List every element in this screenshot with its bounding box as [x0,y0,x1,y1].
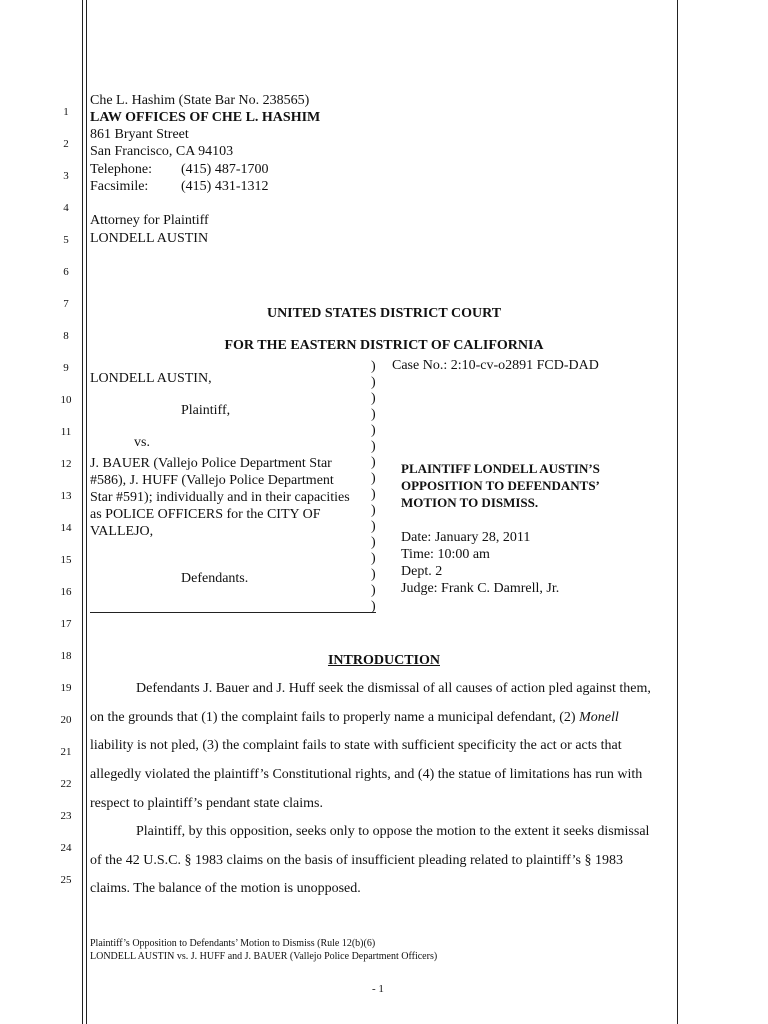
line-number: 19 [60,682,72,694]
paragraph-1-italic-term: Monell [579,709,619,725]
court-name: UNITED STATES DISTRICT COURT [266,306,502,321]
page-number: - 1 [372,983,384,995]
defendants-line: as POLICE OFFICERS for the CITY OF [90,507,321,522]
paragraph-1 [90,675,662,819]
line-number: 17 [60,618,72,630]
document-title-line: MOTION TO DISMISS. [401,495,539,510]
telephone-number: (415) 487-1700 [181,162,269,177]
line-number: 18 [60,650,72,662]
caption-paren: ) [371,535,376,550]
caption-paren: ) [371,455,376,470]
defendants-line: VALLEJO, [90,524,154,539]
line-number: 5 [63,234,69,246]
plaintiff-role: Plaintiff, [181,403,231,418]
caption-paren: ) [371,407,376,422]
line-number: 8 [63,330,69,342]
hearing-judge: Judge: Frank C. Damrell, Jr. [401,581,560,596]
paragraph-2: Plaintiff, by this opposition, seeks only to oppose the motion to the extent it seeks dismissal of the 42 U.S.C. § 1983 claims on the basis of insufficient pleading related to plaintiff’s § 1983 claims. The balance of the motion is unopposed. [90,824,650,897]
section-heading: INTRODUCTION [327,653,440,668]
street-address: 861 Bryant Street [90,127,189,142]
hearing-time: Time: 10:00 am [401,547,490,562]
document-title-line: OPPOSITION TO DEFENDANTS’ [401,478,600,493]
attorney-for-label: Attorney for Plaintiff [90,213,209,228]
line-number: 2 [63,138,69,150]
line-number: 13 [60,490,72,502]
document-title-line: PLAINTIFF LONDELL AUSTIN’S [401,461,600,476]
line-number: 6 [63,266,69,278]
line-number: 16 [60,586,72,598]
line-number: 4 [63,202,69,214]
line-number: 7 [63,298,69,310]
left-margin-rule-inner [86,0,87,1024]
caption-paren: ) [371,359,376,374]
defendants-role: Defendants. [181,571,249,586]
caption-paren: ) [371,503,376,518]
attorney-name-line: Che L. Hashim (State Bar No. 238565) [90,93,310,108]
line-number: 12 [60,458,72,470]
caption-paren: ) [371,487,376,502]
paragraph-1-text-cont: liability is not pled, (3) the complaint fails to state with sufficient specificity the act or acts that allegedly violated the plaintiff’s Constitutional rights, and (4) the statue of limitations has run with respect to plaintiff’s pendant state claims. [90,738,643,811]
client-name: LONDELL AUSTIN [90,231,209,246]
caption-paren: ) [371,551,376,566]
caption-paren: ) [371,471,376,486]
telephone-label: Telephone: [90,162,152,177]
hearing-dept: Dept. 2 [401,564,443,579]
versus-label: vs. [134,435,150,450]
line-number: 20 [60,714,72,726]
plaintiff-name: LONDELL AUSTIN, [90,371,212,386]
line-number: 9 [63,362,69,374]
defendants-line: J. BAUER (Vallejo Police Department Star [90,456,332,471]
line-number: 11 [60,426,72,438]
line-number: 3 [63,170,69,182]
line-number: 25 [60,874,72,886]
caption-paren: ) [371,599,376,614]
caption-paren: ) [371,567,376,582]
line-number: 22 [60,778,72,790]
paragraph-1-text: Defendants J. Bauer and J. Huff seek the dismissal of all causes of action pled against them, on the grounds that (1) the complaint fails to properly name a municipal defendant, (2) [90,681,651,725]
caption-paren: ) [371,375,376,390]
facsimile-label: Facsimile: [90,179,149,194]
line-number: 14 [60,522,72,534]
line-number: 1 [63,106,69,118]
caption-paren: ) [371,519,376,534]
caption-paren: ) [371,391,376,406]
line-number: 10 [60,394,72,406]
case-number: Case No.: 2:10-cv-o2891 FCD-DAD [392,358,599,373]
city-state-zip: San Francisco, CA 94103 [90,144,234,159]
line-number: 21 [60,746,72,758]
footer-line-1: Plaintiff’s Opposition to Defendants’ Motion to Dismiss (Rule 12(b)(6) [90,938,376,949]
line-number: 24 [60,842,72,854]
caption-paren: ) [371,439,376,454]
caption-paren: ) [371,583,376,598]
line-number: 23 [60,810,72,822]
defendants-line: #586), J. HUFF (Vallejo Police Department [90,473,334,488]
caption-underline [90,612,376,613]
caption-paren: ) [371,423,376,438]
hearing-date: Date: January 28, 2011 [401,530,531,545]
court-district: FOR THE EASTERN DISTRICT OF CALIFORNIA [224,338,544,353]
defendants-line: Star #591); individually and in their capacities [90,490,350,505]
firm-name: LAW OFFICES OF CHE L. HASHIM [90,110,321,125]
line-number: 15 [60,554,72,566]
right-margin-rule [677,0,678,1024]
left-margin-rule-outer [82,0,83,1024]
facsimile-number: (415) 431-1312 [181,179,269,194]
footer-line-2: LONDELL AUSTIN vs. J. HUFF and J. BAUER (Vallejo Police Department Officers) [90,951,438,962]
